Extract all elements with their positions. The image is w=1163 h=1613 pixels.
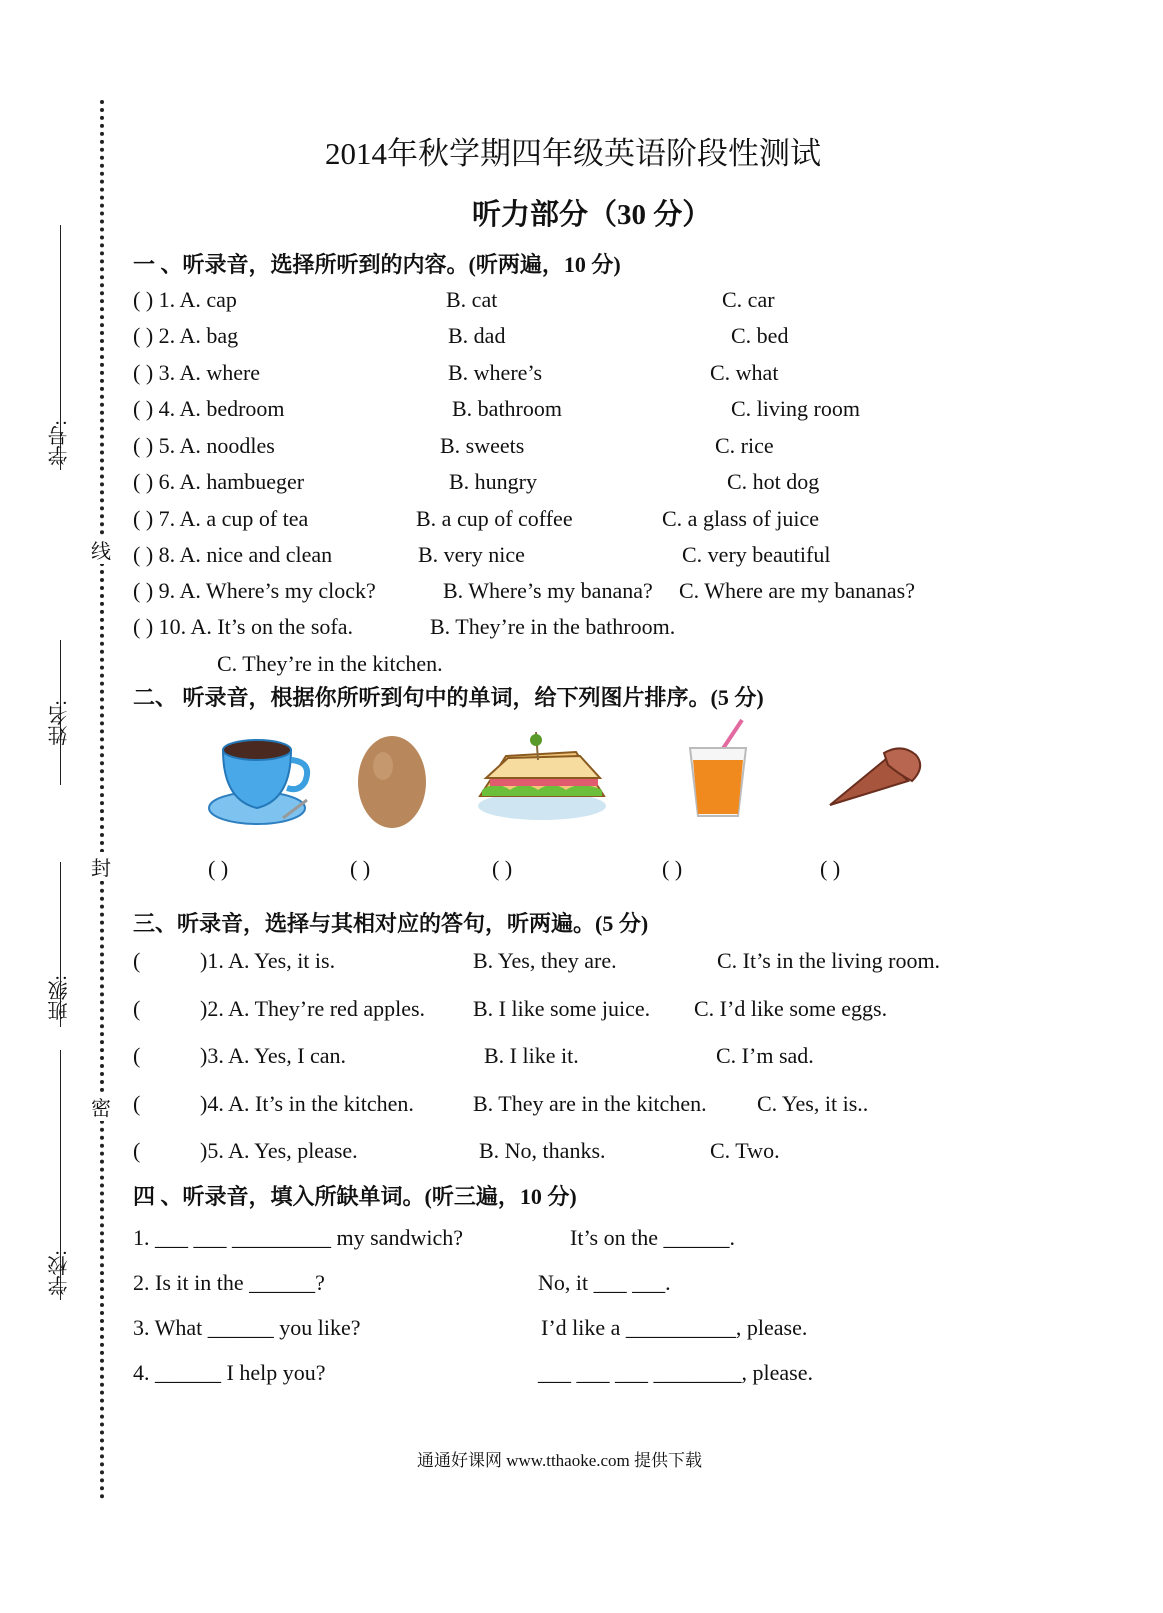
s1-q7-stem: ( ) 7. A. a cup of tea — [133, 506, 309, 531]
s1-q2-c: C. bed — [731, 323, 789, 348]
s4-q3-left: 3. What ______ you like? — [133, 1315, 361, 1340]
s1-q10-b: B. They’re in the bathroom. — [430, 614, 676, 639]
s1-q4-b: B. bathroom — [452, 396, 562, 421]
s4-q4-left: 4. ______ I help you? — [133, 1360, 326, 1385]
s3-q3-b: B. I like it. — [484, 1043, 579, 1068]
s1-q6-stem: ( ) 6. A. hambueger — [133, 469, 305, 494]
footer-source: 通通好课网 www.tthaoke.com 提供下载 — [417, 1451, 703, 1470]
s1-q3-b: B. where’s — [448, 360, 543, 385]
s3-q4-c: C. Yes, it is.. — [757, 1091, 869, 1116]
s3-q5-b: B. No, thanks. — [479, 1138, 606, 1163]
s3-q1-paren: ( — [133, 948, 141, 973]
s1-q7-b: B. a cup of coffee — [416, 506, 573, 531]
order-blank-4[interactable]: ( ) — [662, 856, 683, 881]
s3-q2-c: C. I’d like some eggs. — [694, 996, 888, 1021]
s1-q10-stem: ( ) 10. A. It’s on the sofa. — [133, 614, 353, 639]
page-subtitle: 听力部分（30 分） — [472, 199, 712, 231]
s1-q9-c: C. Where are my bananas? — [679, 578, 915, 603]
s1-q1-c: C. car — [722, 287, 775, 312]
name-label: 姓名: — [49, 700, 71, 746]
s3-q5-paren: ( — [133, 1138, 141, 1163]
s1-q6-c: C. hot dog — [727, 469, 820, 494]
s1-q8-b: B. very nice — [418, 542, 525, 567]
s1-q8-stem: ( ) 8. A. nice and clean — [133, 542, 333, 567]
sandwich-picture — [476, 730, 608, 825]
s3-q4-b: B. They are in the kitchen. — [473, 1091, 707, 1116]
s3-q1-c: C. It’s in the living room. — [717, 948, 941, 973]
s1-q5-c: C. rice — [715, 433, 774, 458]
s1-q5-stem: ( ) 5. A. noodles — [133, 433, 275, 458]
s4-q4-right: ___ ___ ___ ________, please. — [538, 1360, 813, 1385]
s1-q7-c: C. a glass of juice — [662, 506, 820, 531]
student-id-label: 学号: — [49, 420, 71, 466]
order-blank-5[interactable]: ( ) — [820, 856, 841, 881]
s1-q9-b: B. Where’s my banana? — [443, 578, 653, 603]
section-3-title: 三、听录音，选择与其相对应的答句，听两遍。(5 分) — [133, 911, 649, 936]
egg-picture — [355, 730, 430, 830]
seal-char-mi: 密 — [91, 1092, 111, 1121]
s1-q2-stem: ( ) 2. A. bag — [133, 323, 239, 348]
order-blank-1[interactable]: ( ) — [208, 856, 229, 881]
s3-q1-stem: )1. A. Yes, it is. — [200, 948, 336, 973]
s1-q2-b: B. dad — [448, 323, 506, 348]
s3-q5-c: C. Two. — [710, 1138, 780, 1163]
s4-q3-right: I’d like a __________, please. — [541, 1315, 808, 1340]
s1-q1-b: B. cat — [446, 287, 498, 312]
s4-q1-right: It’s on the ______. — [570, 1225, 735, 1250]
s1-q3-c: C. what — [710, 360, 779, 385]
s4-q2-left: 2. Is it in the ______? — [133, 1270, 325, 1295]
coffee-cup-picture — [205, 730, 320, 830]
s4-q1-left: 1. ___ ___ _________ my sandwich? — [133, 1225, 463, 1250]
s3-q5-stem: )5. A. Yes, please. — [200, 1138, 358, 1163]
seal-char-feng: 封 — [91, 852, 111, 881]
s1-q3-stem: ( ) 3. A. where — [133, 360, 261, 385]
s1-q9-stem: ( ) 9. A. Where’s my clock? — [133, 578, 376, 603]
s1-q6-b: B. hungry — [449, 469, 537, 494]
order-blank-3[interactable]: ( ) — [492, 856, 513, 881]
s3-q3-c: C. I’m sad. — [716, 1043, 814, 1068]
ice-cream-picture — [826, 745, 926, 815]
section-1-title: 一 、听录音，选择所听到的内容。(听两遍，10 分) — [133, 252, 621, 277]
s1-q5-b: B. sweets — [440, 433, 525, 458]
s3-q1-b: B. Yes, they are. — [473, 948, 617, 973]
s4-q2-right: No, it ___ ___. — [538, 1270, 671, 1295]
s3-q3-paren: ( — [133, 1043, 141, 1068]
s1-q4-c: C. living room — [731, 396, 860, 421]
juice-picture — [684, 716, 754, 821]
page-title: 2014年秋学期四年级英语阶段性测试 — [325, 136, 821, 171]
class-label: 班级: — [49, 975, 71, 1021]
binding-dotted-line — [100, 100, 104, 1500]
s3-q4-stem: )4. A. It’s in the kitchen. — [200, 1091, 414, 1116]
s1-q1-stem: ( ) 1. A. cap — [133, 287, 237, 312]
s1-q8-c: C. very beautiful — [682, 542, 831, 567]
s3-q2-paren: ( — [133, 996, 141, 1021]
school-label: 学校: — [49, 1250, 71, 1296]
s3-q2-stem: )2. A. They’re red apples. — [200, 996, 426, 1021]
section-2-title: 二、 听录音，根据你所听到句中的单词，给下列图片排序。(5 分) — [133, 685, 764, 710]
section-4-title: 四 、听录音，填入所缺单词。(听三遍，10 分) — [133, 1184, 577, 1209]
s1-q10-c: C. They’re in the kitchen. — [217, 651, 443, 676]
order-blank-2[interactable]: ( ) — [350, 856, 371, 881]
seal-char-xian: 线 — [91, 535, 111, 564]
s3-q2-b: B. I like some juice. — [473, 996, 651, 1021]
s1-q4-stem: ( ) 4. A. bedroom — [133, 396, 285, 421]
s3-q4-paren: ( — [133, 1091, 141, 1116]
s3-q3-stem: )3. A. Yes, I can. — [200, 1043, 347, 1068]
